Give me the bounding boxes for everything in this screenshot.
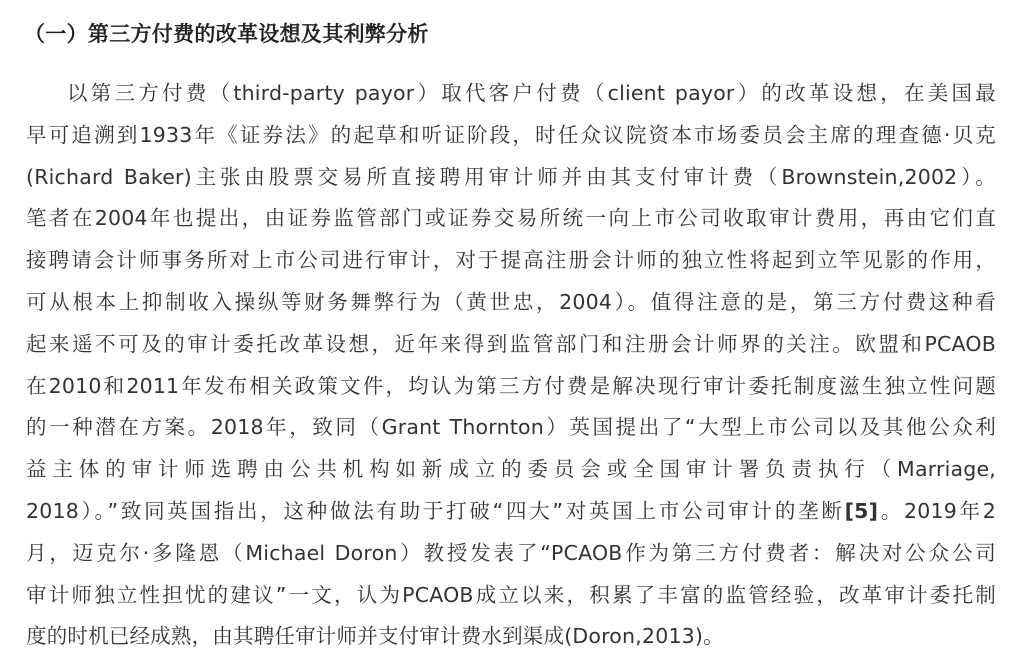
paragraph-line: 笔者在2004年也提出，由证券监管部门或证券交易所统一向上市公司收取审计费用，再由它们直 xyxy=(26,206,996,231)
paragraph-line: 起来遥不可及的审计委托改革设想，近年来得到监管部门和注册会计师界的关注。欧盟和PCAOB xyxy=(26,331,996,356)
paragraph-line: 益主体的审计师选聘由公共机构如新成立的委员会或全国审计署负责执行（Marriage, xyxy=(26,457,996,482)
section-heading: （一）第三方付费的改革设想及其利弊分析 xyxy=(24,22,429,46)
paragraph-line: 以第三方付费（third-party payor）取代客户付费（client payor）的改革设想，在美国最 xyxy=(67,81,996,105)
paragraph-line: 早可追溯到1933年《证券法》的起草和听证阶段，时任众议院资本市场委员会主席的理查德·贝克 xyxy=(26,122,996,147)
paragraph-line: 度的时机已经成熟，由其聘任审计师并支付审计费水到渠成(Doron,2013)。 xyxy=(26,624,724,649)
paragraph-line: 接聘请会计师事务所对上市公司进行审计，对于提高注册会计师的独立性将起到立竿见影的作用， xyxy=(26,248,996,273)
paragraph-text: 。2019年2 xyxy=(878,498,996,523)
body-paragraph xyxy=(26,73,996,658)
citation-reference: [5] xyxy=(844,498,879,523)
paragraph-line: (Richard Baker)主张由股票交易所直接聘用审计师并由其支付审计费（Brownstein,2002）。 xyxy=(26,164,996,189)
paragraph-line-with-citation xyxy=(26,491,996,533)
paragraph-line: 审计师独立性担忧的建议”一文，认为PCAOB成立以来，积累了丰富的监管经验，改革审计委托制 xyxy=(26,582,996,607)
paragraph-line: 在2010和2011年发布相关政策文件，均认为第三方付费是解决现行审计委托制度滋生独立性问题 xyxy=(26,373,996,398)
paragraph-text: 2018）。”致同英国指出，这种做法有助于打破“四大”对英国上市公司审计的垄断 xyxy=(26,498,845,523)
paragraph-line: 的一种潜在方案。2018年，致同（Grant Thornton）英国提出了“大型上市公司以及其他公众利 xyxy=(26,415,996,440)
paragraph-line: 月，迈克尔·多隆恩（Michael Doron）教授发表了“PCAOB作为第三方付费者：解决对公众公司 xyxy=(26,540,996,565)
paragraph-line: 可从根本上抑制收入操纵等财务舞弊行为（黄世忠，2004）。值得注意的是，第三方付费这种看 xyxy=(26,289,996,314)
